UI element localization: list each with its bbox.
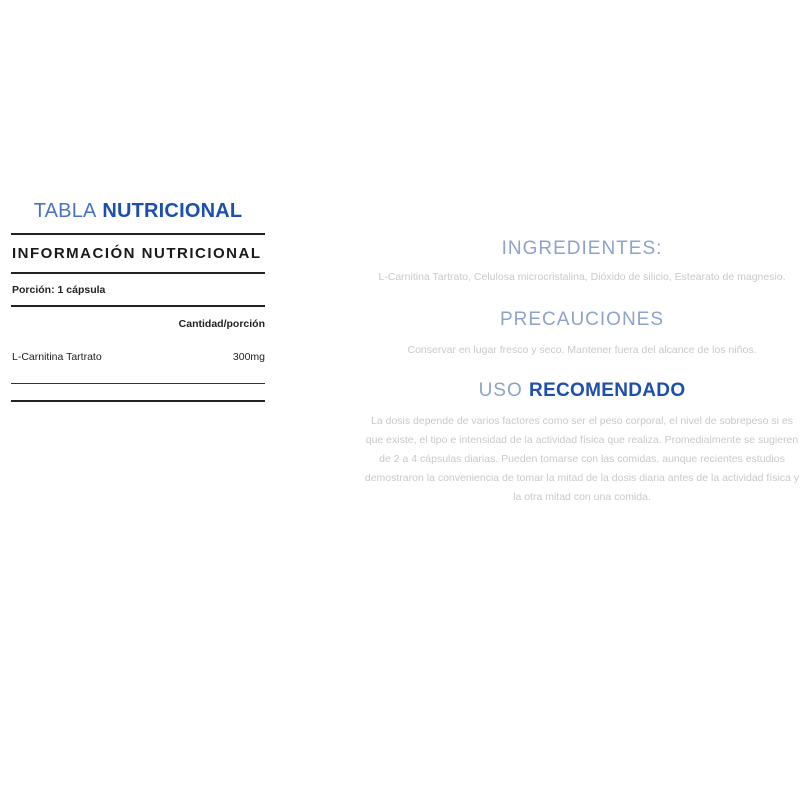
ingredients-text: L-Carnitina Tartrato, Celulosa microcristalina, Dióxido de silicio, Estearato de magnesio.	[378, 271, 786, 283]
empty-row	[11, 384, 265, 400]
usage-text: La dosis depende de varios factores como ser el peso corporal, el nivel de sobrepeso si es que existe, el tipo e intensidad de la actividad física que realiza. Promedialmente se sugieren de 2 a 4 cápsulas diarias. Pueden tomarse con las comidas, aunque recientes estudios demostraron la conveniencia de tomar la mitad de la dosis diaria antes de la actividad física y la otra mitad con una comida.	[364, 415, 800, 503]
ingredients-title: INGREDIENTES:	[501, 238, 663, 259]
nutrition-table-section	[11, 200, 265, 402]
usage-title-bold: RECOMENDADO	[529, 380, 686, 401]
amount-header: Cantidad/porción	[178, 318, 265, 330]
nutrient-name: L-Carnitina Tartrato	[12, 351, 102, 363]
info-section	[362, 232, 800, 507]
nutrition-title-light: TABLA	[33, 200, 97, 222]
table-bottom-rule	[11, 400, 265, 402]
nutrition-title-bold: NUTRICIONAL	[102, 200, 243, 222]
precautions-title: PRECAUCIONES	[499, 309, 665, 330]
portion-label: Porción: 1 cápsula	[12, 284, 106, 296]
nutrient-amount: 300mg	[232, 351, 265, 363]
precautions-text: Conservar en lugar fresco y seco. Mantener fuera del alcance de los niños.	[407, 344, 757, 356]
nutrient-row	[11, 339, 265, 383]
nutrition-table-title	[11, 200, 265, 223]
usage-title	[362, 380, 800, 402]
nutrition-info-header: INFORMACIÓN NUTRICIONAL	[12, 245, 262, 262]
usage-title-light: USO	[478, 380, 523, 401]
